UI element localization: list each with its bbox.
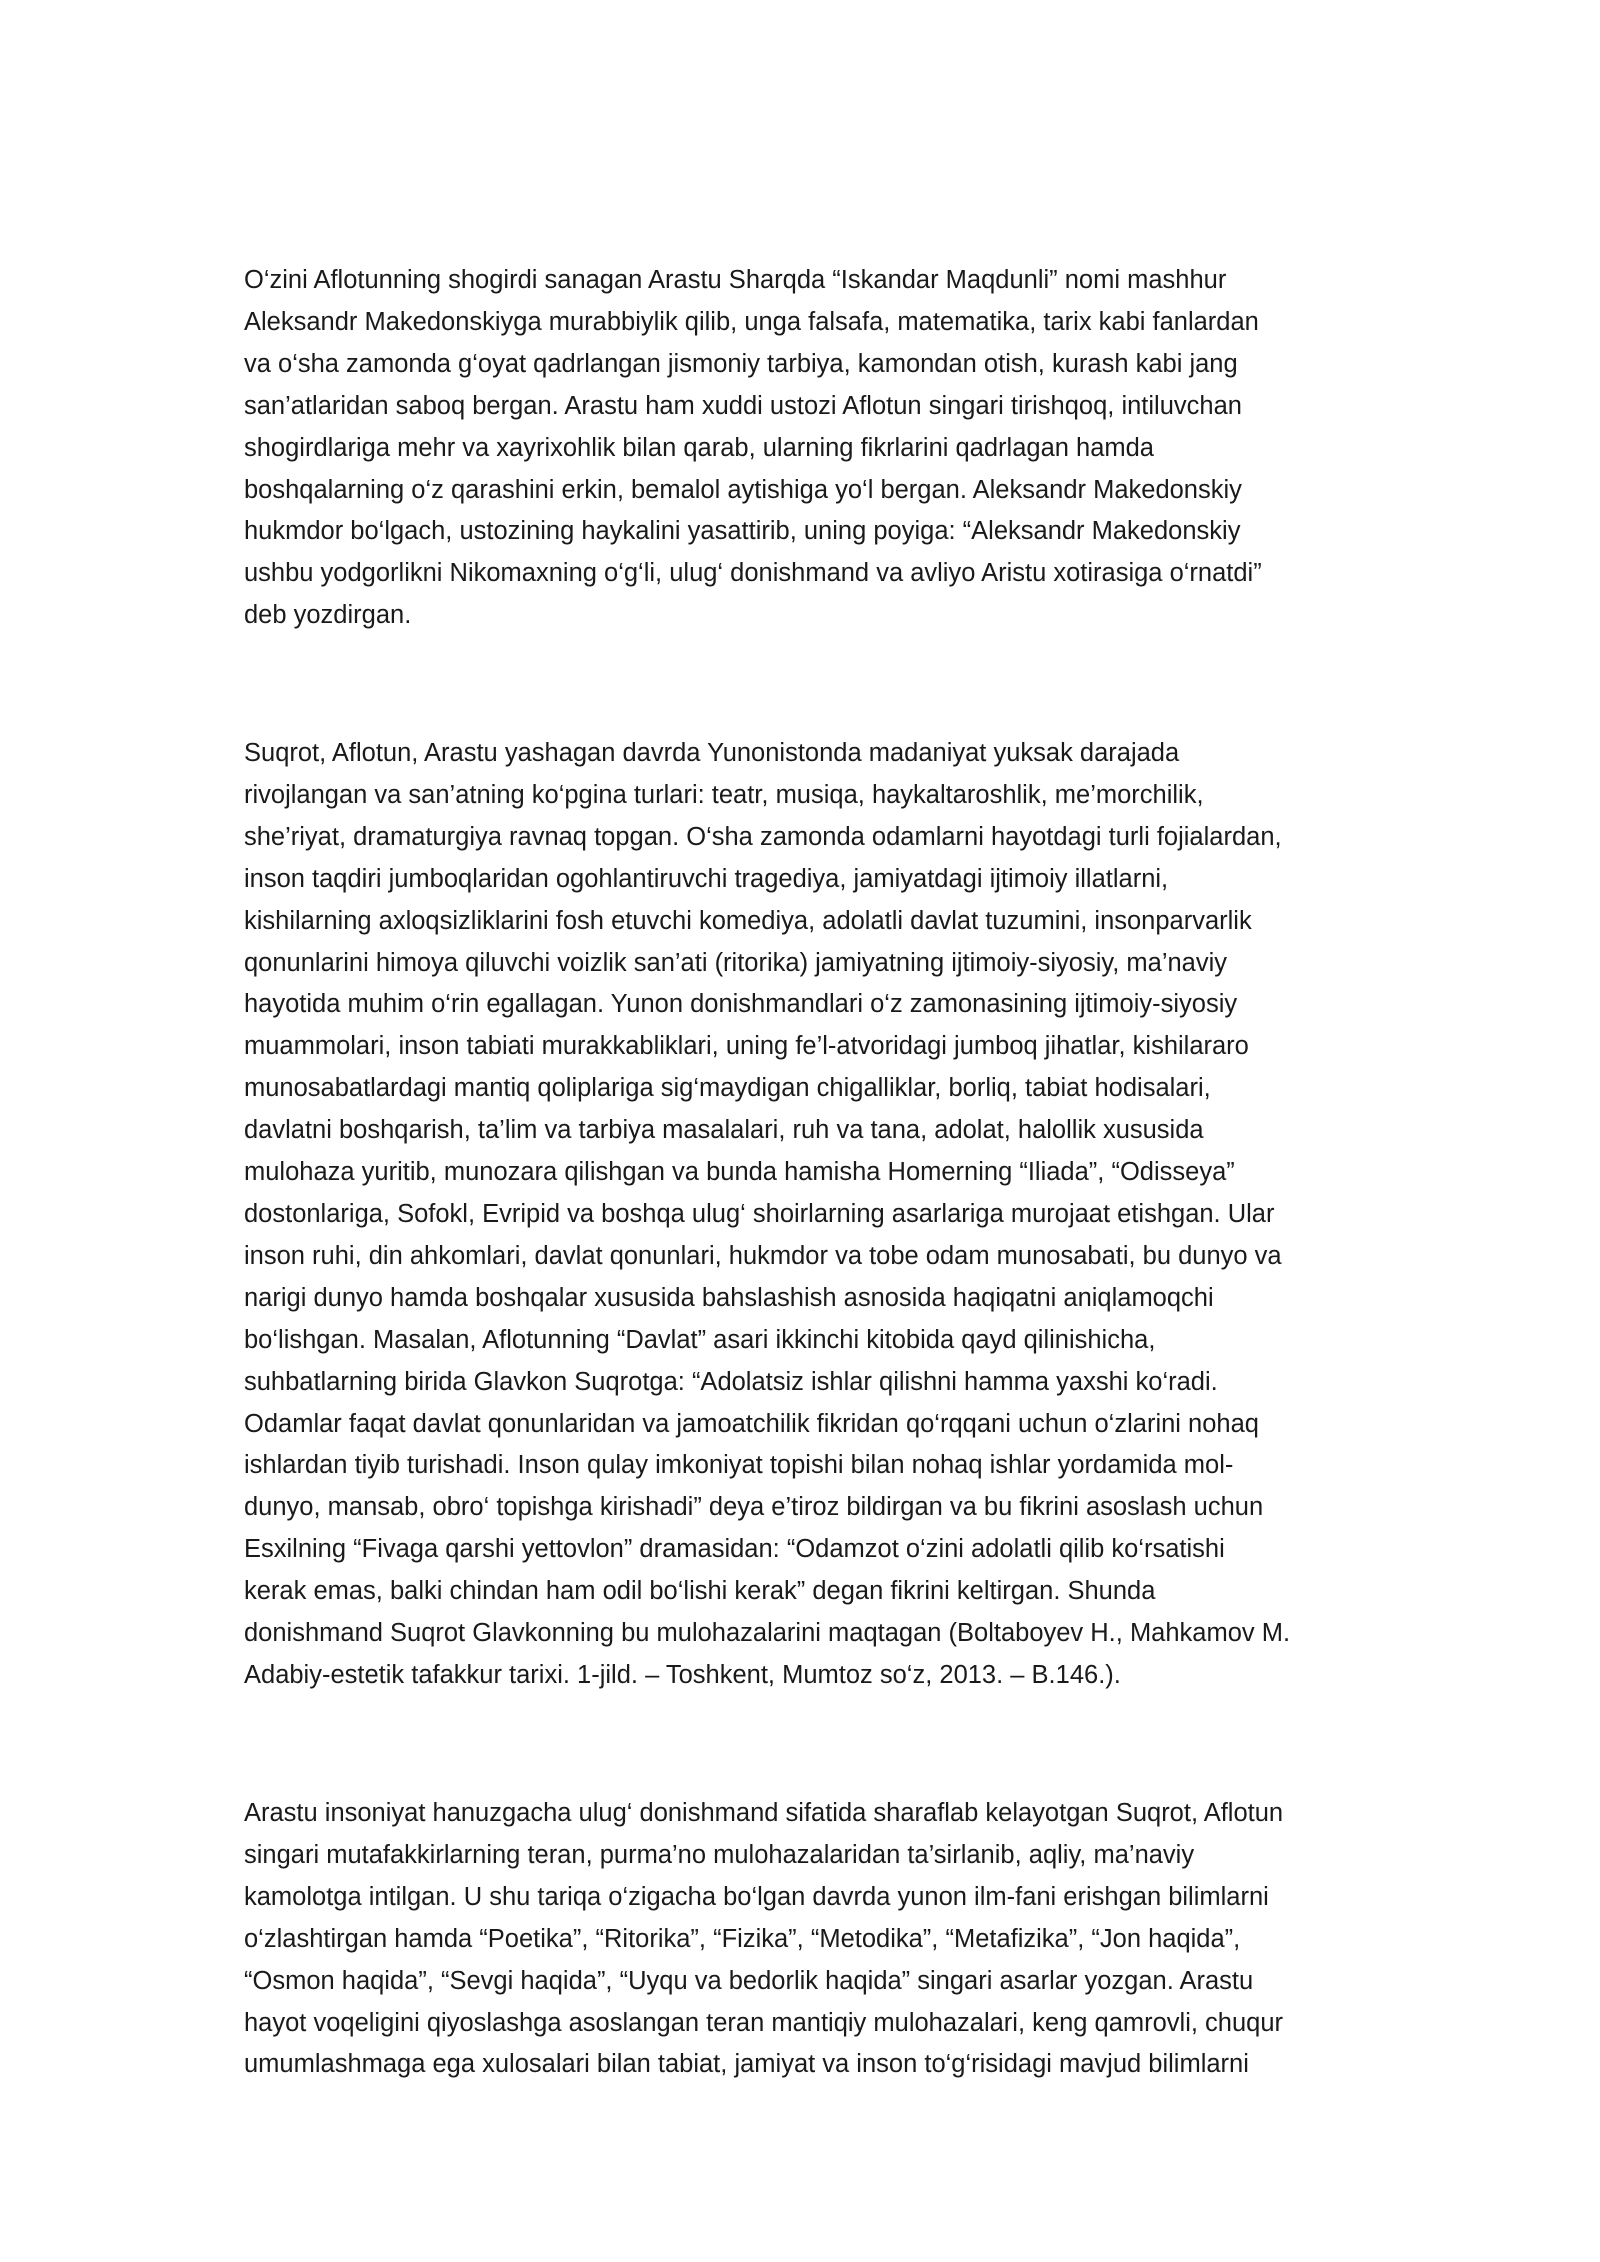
text-line: va o‘sha zamonda g‘oyat qadrlangan jismoniy tarbiya, kamondan otish, kurash kabi jang	[244, 349, 1238, 378]
text-line: singari mutafakkirlarning teran, purma’no mulohazalaridan ta’sirlanib, aqliy, ma’naviy	[244, 1840, 1195, 1869]
text-line: bo‘lishgan. Masalan, Aflotunning “Davlat” asari ikkinchi kitobida qayd qilinishicha,	[244, 1325, 1156, 1354]
text-line: Odamlar faqat davlat qonunlaridan va jamoatchilik fikridan qo‘rqqani uchun o‘zlarini nohaq	[244, 1409, 1259, 1438]
text-line: inson taqdiri jumboqlaridan ogohlantiruvchi tragediya, jamiyatdagi ijtimoiy illatlarni,	[244, 864, 1169, 893]
text-line: hayot voqeligini qiyoslashga asoslangan teran mantiqiy mulohazalari, keng qamrovli, chuqur	[244, 2008, 1284, 2037]
text-line: “Osmon haqida”, “Sevgi haqida”, “Uyqu va bedorlik haqida” singari asarlar yozgan. Arastu	[244, 1966, 1254, 1995]
text-line: o‘zlashtirgan hamda “Poetika”, “Ritorika”, “Fizika”, “Metodika”, “Metafizika”, “Jon haqida”,	[244, 1924, 1241, 1953]
text-line: mulohaza yuritib, munozara qilishgan va bunda hamisha Homerning “Iliada”, “Odisseya”	[244, 1158, 1235, 1187]
text-line: muammolari, inson tabiati murakkabliklari, uning fe’l-atvoridagi jumboq jihatlar, kishilararo	[244, 1032, 1249, 1061]
text-line: hukmdor bo‘lgach, ustozining haykalini yasattirib, uning poyiga: “Aleksandr Makedonskiy	[244, 517, 1241, 546]
text-line: she’riyat, dramaturgiya ravnaq topgan. O‘sha zamonda odamlarni hayotdagi turli fojialardan,	[244, 822, 1282, 851]
paragraph-greek-culture	[244, 733, 1384, 1697]
text-line: dostonlariga, Sofokl, Evripid va boshqa ulug‘ shoirlarning asarlariga murojaat etishgan. Ular	[244, 1199, 1275, 1228]
text-line: inson ruhi, din ahkomlari, davlat qonunlari, hukmdor va tobe odam munosabati, bu dunyo va	[244, 1241, 1282, 1270]
text-line: Suqrot, Aflotun, Arastu yashagan davrda Yunonistonda madaniyat yuksak darajada	[244, 739, 1180, 767]
text-line: suhbatlarning birida Glavkon Suqrotga: “Adolatsiz ishlar qilishni hamma yaxshi ko‘radi.	[244, 1367, 1218, 1396]
text-line: qonunlarini himoya qiluvchi voizlik san’ati (ritorika) jamiyatning ijtimoiy-siyosiy, ma’naviy	[244, 948, 1228, 977]
text-line: Arastu insoniyat hanuzgacha ulug‘ donishmand sifatida sharaflab kelayotgan Suqrot, Aflotun	[244, 1799, 1284, 1827]
text-line: shogirdlariga mehr va xayrixohlik bilan qarab, ularning fikrlarini qadrlagan hamda	[244, 433, 1154, 462]
text-line: hayotida muhim o‘rin egallagan. Yunon donishmandlari o‘z zamonasining ijtimoiy-siyosiy	[244, 990, 1238, 1019]
text-line: kamolotga intilgan. U shu tariqa o‘zigacha bo‘lgan davrda yunon ilm-fani erishgan bilimlarni	[244, 1882, 1269, 1911]
text-line: Aleksandr Makedonskiyga murabbiylik qilib, unga falsafa, matematika, tarix kabi fanlardan	[244, 307, 1259, 336]
text-line: ushbu yodgorlikni Nikomaxning o‘g‘li, ulug‘ donishmand va avliyo Aristu xotirasiga o‘rnatdi”	[244, 559, 1262, 588]
text-line: kerak emas, balki chindan ham odil bo‘lishi kerak” degan fikrini keltirgan. Shunda	[244, 1577, 1156, 1606]
text-line: narigi dunyo hamda boshqalar xususida bahslashish asnosida haqiqatni aniqlamoqchi	[244, 1283, 1214, 1312]
text-line: munosabatlardagi mantiq qoliplariga sig‘maydigan chigalliklar, borliq, tabiat hodisalari,	[244, 1074, 1211, 1103]
text-line: O‘zini Aflotunning shogirdi sanagan Arastu Sharqda “Iskandar Maqdunli” nomi mashhur	[244, 266, 1227, 294]
text-line: Esxilning “Fivaga qarshi yettovlon” dramasidan: “Odamzot o‘zini adolatli qilib ko‘rsatishi	[244, 1535, 1225, 1564]
text-line: davlatni boshqarish, ta’lim va tarbiya masalalari, ruh va tana, adolat, halollik xususida	[244, 1116, 1204, 1145]
text-line: boshqalarning o‘z qarashini erkin, bemalol aytishiga yo‘l bergan. Aleksandr Makedonskiy	[244, 475, 1242, 504]
text-line: umumlashmaga ega xulosalari bilan tabiat, jamiyat va inson to‘g‘risidagi mavjud bilimlarni	[244, 2050, 1249, 2079]
text-line: rivojlangan va san’atning ko‘pgina turlari: teatr, musiqa, haykaltaroshlik, me’morchilik,	[244, 780, 1204, 809]
text-line: dunyo, mansab, obro‘ topishga kirishadi” deya e’tiroz bildirgan va bu fikrini asoslash uchun	[244, 1493, 1264, 1522]
paragraph-aristotle-alexander	[244, 260, 1384, 637]
text-line: deb yozdirgan.	[244, 601, 412, 630]
text-line: Adabiy-estetik tafakkur tarixi. 1-jild. – Toshkent, Mumtoz so‘z, 2013. – B.146.).	[244, 1660, 1121, 1689]
paragraph-aristotle-works	[244, 1793, 1384, 2086]
text-line: ishlardan tiyib turishadi. Inson qulay imkoniyat topishi bilan nohaq ishlar yordamida mol-	[244, 1451, 1234, 1480]
text-line: donishmand Suqrot Glavkonning bu mulohazalarini maqtagan (Boltaboyev H., Mahkamov M.	[244, 1619, 1291, 1648]
text-line: san’atlaridan saboq bergan. Arastu ham xuddi ustozi Aflotun singari tirishqoq, intiluvchan	[244, 391, 1242, 420]
text-line: kishilarning axloqsizliklarini fosh etuvchi komediya, adolatli davlat tuzumini, insonparvarlik	[244, 906, 1252, 935]
